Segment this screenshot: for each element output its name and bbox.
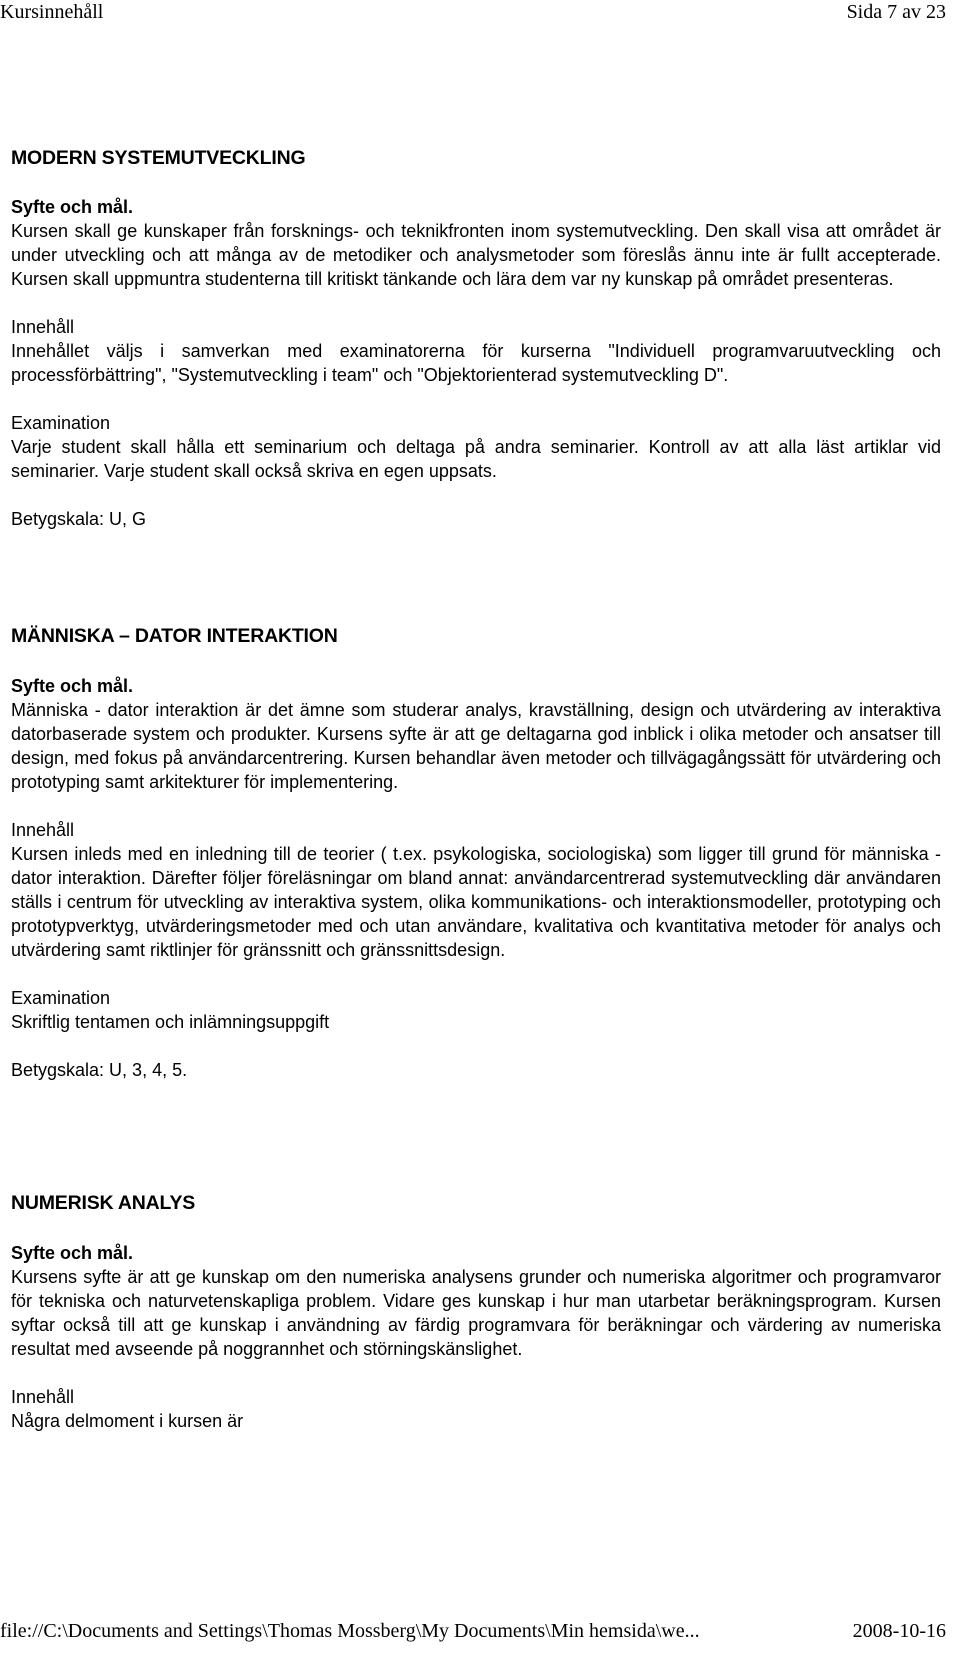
exam-text: Varje student skall hålla ett seminarium och deltaga på andra seminarier. Kontroll av att alla läst artiklar vid seminarier. Varje student skall också skriva en egen uppsats. [11, 437, 941, 481]
goal-text: Kursen skall ge kunskaper från forsknings- och teknikfronten inom systemutveckling. Den skall visa att området är under utveckling och att många av de metodiker och analysmetoder som föreslås ännu inte är fullt accepterade. Kursen skall uppmuntra studenterna till kritiskt tänkande och lära dem var ny kunskap på området presenteras. [11, 221, 941, 289]
course-modern-systemutveckling [11, 146, 941, 531]
goal-heading: Syfte och mål. [11, 1243, 134, 1263]
goal-text: Kursens syfte är att ge kunskap om den numeriska analysens grunder och numeriska algoritmer och programvaror för tekniska och naturvetenskapliga problem. Vidare ges kunskap i hur man utarbetar beräkningsprogram. Kursen syftar också till att ge kunskap i användning av färdig programvara för beräkningar och värdering av numeriska resultat med avseende på noggrannhet och störningskänslighet. [11, 1267, 941, 1359]
footer-date: 2008-10-16 [852, 1620, 946, 1642]
content-text: Innehållet väljs i samverkan med examinatorerna för kurserna "Individuell programvaruutveckling och processförbättring", "Systemutveckling i team" och "Objektorienterad systemutveckling D". [11, 341, 941, 385]
goal-heading: Syfte och mål. [11, 676, 134, 696]
goal-text: Människa - dator interaktion är det ämne som studerar analys, kravställning, design och utvärdering av interaktiva datorbaserade system och produkter. Kursens syfte är att ge deltagarna god inblick i olika metoder och ansatser till design, med fokus på användarcentrering. Kursen behandlar även metoder och tillvägagångssätt för utvärdering och prototyping samt arkitekturer för implementering. [11, 700, 941, 792]
page-header [0, 0, 946, 34]
content-heading: Innehåll [11, 1387, 75, 1407]
course-title: NUMERISK ANALYS [11, 1192, 196, 1214]
course-numerisk-analys [11, 1191, 941, 1433]
page-footer [0, 1620, 946, 1650]
content-heading: Innehåll [11, 820, 75, 840]
exam-text: Skriftlig tentamen och inlämningsuppgift [11, 1012, 330, 1032]
content-text: Kursen inleds med en inledning till de teorier ( t.ex. psykologiska, sociologiska) som ligger till grund för människa - dator interaktion. Därefter följer föreläsningar om bland annat: användarcentrerad systemutveckling där användaren ställs i centrum för utveckling av interaktiva system, olika kommunikations- och interaktionsmodeller, prototyping och prototypverktyg, utvärderingsmetoder med och utan användare, kvalitativa och kvantitativa metoder för analys och utvärdering samt riktlinjer för gränssnitt och gränssnittsdesign. [11, 844, 941, 960]
course-title: MÄNNISKA – DATOR INTERAKTION [11, 625, 338, 647]
course-title: MODERN SYSTEMUTVECKLING [11, 147, 306, 169]
header-page-number: Sida 7 av 23 [846, 1, 946, 23]
exam-heading: Examination [11, 413, 111, 433]
grade-scale: Betygskala: U, G [11, 509, 147, 529]
footer-file-path: file://C:\Documents and Settings\Thomas Mossberg\My Documents\Min hemsida\we... [0, 1620, 700, 1642]
grade-scale: Betygskala: U, 3, 4, 5. [11, 1060, 188, 1080]
goal-heading: Syfte och mål. [11, 197, 134, 217]
course-manniska-dator-interaktion [11, 624, 941, 1082]
content-text: Några delmoment i kursen är [11, 1411, 244, 1431]
header-title: Kursinnehåll [0, 1, 104, 23]
content-heading: Innehåll [11, 317, 75, 337]
exam-heading: Examination [11, 988, 111, 1008]
